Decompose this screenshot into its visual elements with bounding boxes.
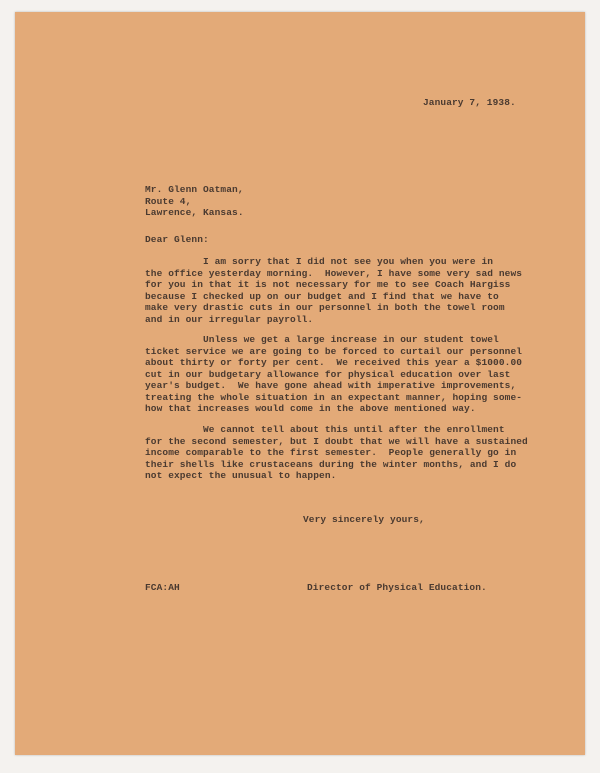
body-line: make very drastic cuts in our personnel in both the towel room [145, 302, 505, 313]
letter-page [15, 12, 585, 755]
closing-block [145, 514, 565, 526]
body-line: We cannot tell about this until after the enrollment [145, 424, 505, 435]
letter-body [145, 184, 565, 593]
body-line: how that increases would come in the above mentioned way. [145, 403, 476, 414]
body-line: and in our irregular payroll. [145, 313, 314, 325]
salutation: Dear Glenn: [145, 234, 209, 245]
body-line: their shells like crustaceans during the winter months, and I do [145, 458, 517, 470]
signature-row [145, 582, 565, 594]
paragraph-1 [145, 256, 565, 325]
address-line: Mr. Glenn Oatman, [145, 184, 244, 195]
paragraph-2 [145, 334, 565, 415]
recipient-address [145, 184, 565, 219]
body-line: cut in our budgetary allowance for physical education over last [145, 368, 511, 380]
body-line: not expect the unusual to happen. [145, 470, 337, 481]
salutation-block [145, 234, 565, 246]
body-line: income comparable to the first semester. People generally go in [145, 447, 517, 458]
body-line: treating the whole situation in an expectant manner, hoping some- [145, 391, 523, 403]
signature-title: Director of Physical Education. [307, 581, 487, 593]
letter-date: January 7, 1938. [423, 97, 516, 108]
address-line: Lawrence, Kansas. [145, 207, 244, 218]
body-line: about thirty or forty per cent. We received this year a $1000.00 [145, 357, 523, 368]
body-line: year's budget. We have gone ahead with imperative improvements, [145, 380, 517, 391]
body-line: for the second semester, but I doubt that we will have a sustained [145, 435, 528, 447]
body-line: ticket service we are going to be forced to curtail our personnel [145, 345, 523, 357]
body-line: I am sorry that I did not see you when you were in [145, 256, 494, 267]
body-line: for you in that it is not necessary for me to see Coach Hargiss [145, 279, 511, 290]
body-line: Unless we get a large increase in our student towel [145, 334, 499, 345]
typist-initials: FCA:AH [145, 581, 180, 593]
address-line: Route 4, [145, 195, 192, 207]
body-line: because I checked up on our budget and I find that we have to [145, 290, 499, 302]
paragraph-3 [145, 424, 565, 482]
body-line: the office yesterday morning. However, I have some very sad news [145, 267, 523, 279]
closing: Very sincerely yours, [303, 513, 425, 525]
